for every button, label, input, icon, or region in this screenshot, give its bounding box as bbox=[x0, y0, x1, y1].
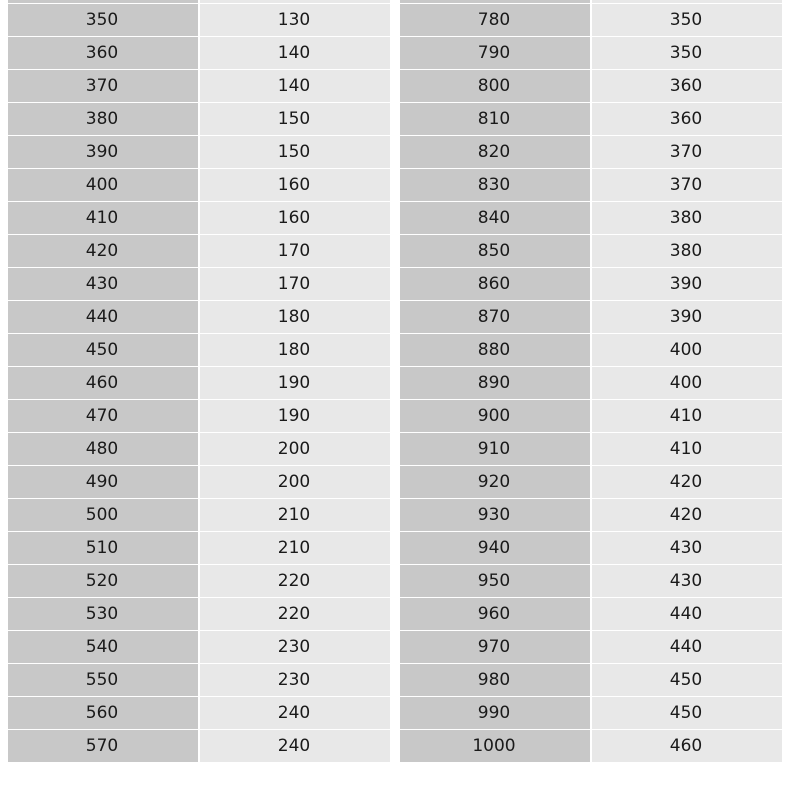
table-row bbox=[8, 366, 390, 399]
value-cell bbox=[199, 300, 390, 333]
value-cell bbox=[199, 267, 390, 300]
value-cell bbox=[591, 597, 782, 630]
converted-value: 230 bbox=[277, 669, 311, 690]
value-cell bbox=[199, 498, 390, 531]
key-cell bbox=[8, 3, 199, 36]
table-row bbox=[400, 729, 782, 762]
table-row bbox=[8, 432, 390, 465]
key-cell bbox=[8, 234, 199, 267]
table-row bbox=[8, 135, 390, 168]
converted-value: 190 bbox=[277, 372, 311, 393]
value-cell bbox=[591, 102, 782, 135]
key-value: 810 bbox=[477, 108, 511, 129]
value-cell bbox=[199, 3, 390, 36]
value-cell bbox=[591, 531, 782, 564]
converted-value: 240 bbox=[277, 735, 311, 756]
table-row bbox=[400, 531, 782, 564]
value-cell bbox=[591, 135, 782, 168]
converted-value: 350 bbox=[669, 9, 703, 30]
key-cell bbox=[400, 135, 591, 168]
key-value: 360 bbox=[85, 42, 119, 63]
key-cell bbox=[400, 432, 591, 465]
table-row bbox=[400, 168, 782, 201]
table-row bbox=[8, 267, 390, 300]
value-cell bbox=[591, 333, 782, 366]
key-value: 930 bbox=[477, 504, 511, 525]
converted-value: 400 bbox=[669, 372, 703, 393]
value-cell bbox=[591, 663, 782, 696]
key-cell bbox=[8, 696, 199, 729]
key-value: 420 bbox=[85, 240, 119, 261]
key-value: 440 bbox=[85, 306, 119, 327]
value-cell bbox=[199, 135, 390, 168]
key-cell bbox=[8, 432, 199, 465]
key-cell bbox=[8, 663, 199, 696]
table-row bbox=[400, 432, 782, 465]
key-value: 990 bbox=[477, 702, 511, 723]
converted-value: 210 bbox=[277, 537, 311, 558]
key-cell bbox=[8, 69, 199, 102]
value-cell bbox=[199, 234, 390, 267]
key-value: 860 bbox=[477, 273, 511, 294]
converted-value: 170 bbox=[277, 273, 311, 294]
table-row bbox=[400, 234, 782, 267]
converted-value: 390 bbox=[669, 306, 703, 327]
key-value: 370 bbox=[85, 75, 119, 96]
key-value: 400 bbox=[85, 174, 119, 195]
value-cell bbox=[591, 201, 782, 234]
key-value: 880 bbox=[477, 339, 511, 360]
table-row bbox=[400, 564, 782, 597]
converted-value: 210 bbox=[277, 504, 311, 525]
key-value: 390 bbox=[85, 141, 119, 162]
converted-value: 440 bbox=[669, 636, 703, 657]
table-row bbox=[400, 597, 782, 630]
value-cell bbox=[199, 531, 390, 564]
converted-value: 400 bbox=[669, 339, 703, 360]
value-cell bbox=[199, 663, 390, 696]
key-value: 900 bbox=[477, 405, 511, 426]
converted-value: 420 bbox=[669, 504, 703, 525]
converted-value: 140 bbox=[277, 42, 311, 63]
converted-value: 360 bbox=[669, 108, 703, 129]
key-value: 430 bbox=[85, 273, 119, 294]
key-value: 450 bbox=[85, 339, 119, 360]
key-cell bbox=[400, 102, 591, 135]
converted-value: 390 bbox=[669, 273, 703, 294]
value-cell bbox=[591, 630, 782, 663]
value-cell bbox=[591, 564, 782, 597]
converted-value: 130 bbox=[277, 9, 311, 30]
table-row bbox=[8, 102, 390, 135]
key-value: 380 bbox=[85, 108, 119, 129]
value-cell bbox=[591, 36, 782, 69]
table-row bbox=[8, 201, 390, 234]
key-cell bbox=[400, 696, 591, 729]
value-cell bbox=[591, 366, 782, 399]
converted-value: 140 bbox=[277, 75, 311, 96]
table-row bbox=[400, 36, 782, 69]
converted-value: 150 bbox=[277, 108, 311, 129]
table-row bbox=[400, 630, 782, 663]
converted-value: 180 bbox=[277, 306, 311, 327]
table-row bbox=[8, 3, 390, 36]
converted-value: 410 bbox=[669, 405, 703, 426]
table-row bbox=[8, 630, 390, 663]
converted-value: 200 bbox=[277, 471, 311, 492]
converted-value: 160 bbox=[277, 207, 311, 228]
value-cell bbox=[591, 498, 782, 531]
table-row bbox=[400, 201, 782, 234]
table-row bbox=[400, 399, 782, 432]
key-value: 790 bbox=[477, 42, 511, 63]
converted-value: 220 bbox=[277, 603, 311, 624]
key-cell bbox=[400, 234, 591, 267]
value-cell bbox=[199, 168, 390, 201]
key-value: 480 bbox=[85, 438, 119, 459]
value-cell bbox=[591, 300, 782, 333]
key-cell bbox=[8, 267, 199, 300]
converted-value: 380 bbox=[669, 240, 703, 261]
key-value: 350 bbox=[85, 9, 119, 30]
key-value: 490 bbox=[85, 471, 119, 492]
converted-value: 460 bbox=[669, 735, 703, 756]
value-cell bbox=[199, 729, 390, 762]
value-cell bbox=[199, 465, 390, 498]
value-cell bbox=[591, 399, 782, 432]
converted-value: 380 bbox=[669, 207, 703, 228]
key-cell bbox=[8, 729, 199, 762]
converted-value: 430 bbox=[669, 570, 703, 591]
converted-value: 410 bbox=[669, 438, 703, 459]
converted-value: 360 bbox=[669, 75, 703, 96]
value-cell bbox=[199, 399, 390, 432]
key-cell bbox=[8, 333, 199, 366]
converted-value: 150 bbox=[277, 141, 311, 162]
key-cell bbox=[8, 135, 199, 168]
table-row bbox=[8, 69, 390, 102]
converted-value: 190 bbox=[277, 405, 311, 426]
value-cell bbox=[199, 69, 390, 102]
value-cell bbox=[199, 102, 390, 135]
value-cell bbox=[591, 729, 782, 762]
key-cell bbox=[8, 630, 199, 663]
key-value: 510 bbox=[85, 537, 119, 558]
converted-value: 230 bbox=[277, 636, 311, 657]
table-row bbox=[8, 531, 390, 564]
key-value: 460 bbox=[85, 372, 119, 393]
converted-value: 430 bbox=[669, 537, 703, 558]
value-cell bbox=[199, 696, 390, 729]
value-cell bbox=[591, 267, 782, 300]
table-row bbox=[8, 333, 390, 366]
table-row bbox=[8, 498, 390, 531]
value-cell bbox=[591, 3, 782, 36]
key-value: 830 bbox=[477, 174, 511, 195]
converted-value: 350 bbox=[669, 42, 703, 63]
key-value: 890 bbox=[477, 372, 511, 393]
key-cell bbox=[400, 663, 591, 696]
table-row bbox=[8, 564, 390, 597]
right-table-body bbox=[400, 0, 782, 762]
right-conversion-table bbox=[400, 0, 782, 763]
value-cell bbox=[591, 432, 782, 465]
key-value: 960 bbox=[477, 603, 511, 624]
value-cell bbox=[199, 201, 390, 234]
key-cell bbox=[8, 201, 199, 234]
key-value: 970 bbox=[477, 636, 511, 657]
table-row bbox=[400, 465, 782, 498]
table-row bbox=[8, 465, 390, 498]
key-value: 470 bbox=[85, 405, 119, 426]
table-row bbox=[400, 135, 782, 168]
key-value: 550 bbox=[85, 669, 119, 690]
value-cell bbox=[591, 465, 782, 498]
converted-value: 170 bbox=[277, 240, 311, 261]
converted-value: 450 bbox=[669, 669, 703, 690]
key-value: 980 bbox=[477, 669, 511, 690]
converted-value: 420 bbox=[669, 471, 703, 492]
key-value: 410 bbox=[85, 207, 119, 228]
key-cell bbox=[8, 465, 199, 498]
table-row bbox=[400, 498, 782, 531]
table-row bbox=[8, 663, 390, 696]
table-row bbox=[400, 696, 782, 729]
key-value: 800 bbox=[477, 75, 511, 96]
converted-value: 240 bbox=[277, 702, 311, 723]
key-cell bbox=[8, 564, 199, 597]
value-cell bbox=[199, 564, 390, 597]
table-row bbox=[8, 234, 390, 267]
key-value: 910 bbox=[477, 438, 511, 459]
table-row bbox=[8, 168, 390, 201]
value-cell bbox=[591, 696, 782, 729]
value-cell bbox=[591, 168, 782, 201]
converted-value: 160 bbox=[277, 174, 311, 195]
table-row bbox=[400, 300, 782, 333]
table-row bbox=[8, 597, 390, 630]
table-row bbox=[400, 267, 782, 300]
key-cell bbox=[8, 498, 199, 531]
key-cell bbox=[400, 69, 591, 102]
key-value: 780 bbox=[477, 9, 511, 30]
key-value: 940 bbox=[477, 537, 511, 558]
key-cell bbox=[8, 597, 199, 630]
key-value: 920 bbox=[477, 471, 511, 492]
converted-value: 200 bbox=[277, 438, 311, 459]
converted-value: 440 bbox=[669, 603, 703, 624]
key-cell bbox=[400, 36, 591, 69]
key-cell bbox=[400, 564, 591, 597]
value-cell bbox=[199, 432, 390, 465]
key-cell bbox=[8, 366, 199, 399]
key-value: 1000 bbox=[472, 735, 516, 756]
key-cell bbox=[400, 267, 591, 300]
key-value: 820 bbox=[477, 141, 511, 162]
left-conversion-table bbox=[8, 0, 390, 763]
table-row bbox=[400, 69, 782, 102]
value-cell bbox=[199, 36, 390, 69]
converted-value: 370 bbox=[669, 141, 703, 162]
key-cell bbox=[400, 630, 591, 663]
table-row bbox=[8, 696, 390, 729]
table-row bbox=[400, 3, 782, 36]
key-value: 870 bbox=[477, 306, 511, 327]
converted-value: 220 bbox=[277, 570, 311, 591]
value-cell bbox=[199, 630, 390, 663]
converted-value: 450 bbox=[669, 702, 703, 723]
key-cell bbox=[8, 36, 199, 69]
table-row bbox=[400, 663, 782, 696]
table-row bbox=[8, 36, 390, 69]
key-value: 560 bbox=[85, 702, 119, 723]
key-cell bbox=[400, 3, 591, 36]
key-value: 540 bbox=[85, 636, 119, 657]
key-cell bbox=[400, 201, 591, 234]
key-cell bbox=[400, 399, 591, 432]
key-value: 850 bbox=[477, 240, 511, 261]
value-cell bbox=[199, 366, 390, 399]
table-row bbox=[400, 333, 782, 366]
key-value: 500 bbox=[85, 504, 119, 525]
key-value: 570 bbox=[85, 735, 119, 756]
converted-value: 180 bbox=[277, 339, 311, 360]
table-row bbox=[400, 366, 782, 399]
key-cell bbox=[400, 729, 591, 762]
key-cell bbox=[400, 597, 591, 630]
converted-value: 370 bbox=[669, 174, 703, 195]
key-value: 520 bbox=[85, 570, 119, 591]
key-cell bbox=[8, 168, 199, 201]
key-cell bbox=[8, 300, 199, 333]
key-cell bbox=[8, 531, 199, 564]
key-value: 530 bbox=[85, 603, 119, 624]
key-cell bbox=[8, 399, 199, 432]
table-row bbox=[8, 399, 390, 432]
value-cell bbox=[591, 69, 782, 102]
value-cell bbox=[591, 234, 782, 267]
key-cell bbox=[400, 465, 591, 498]
key-cell bbox=[400, 333, 591, 366]
left-table-body bbox=[8, 0, 390, 762]
key-value: 840 bbox=[477, 207, 511, 228]
value-cell bbox=[199, 597, 390, 630]
key-cell bbox=[400, 168, 591, 201]
value-cell bbox=[199, 333, 390, 366]
table-row bbox=[8, 300, 390, 333]
key-cell bbox=[400, 300, 591, 333]
key-cell bbox=[400, 531, 591, 564]
key-cell bbox=[400, 366, 591, 399]
key-value: 950 bbox=[477, 570, 511, 591]
table-row bbox=[400, 102, 782, 135]
key-cell bbox=[400, 498, 591, 531]
table-row bbox=[8, 729, 390, 762]
key-cell bbox=[8, 102, 199, 135]
